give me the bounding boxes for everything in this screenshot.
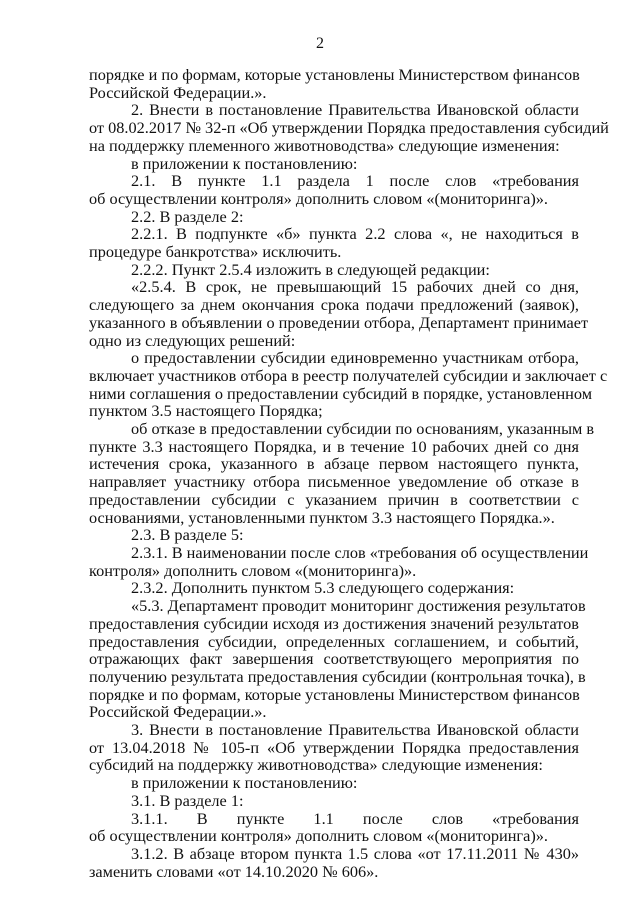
text-line: в приложении к постановлению:	[131, 153, 358, 173]
text-line: истечения срока, указанного в абзаце первом настоящего пункта,	[89, 454, 579, 474]
page-number: 2	[316, 35, 324, 52]
text-line: 3.1. В разделе 1:	[131, 790, 244, 810]
text-line: Российской Федерации.».	[89, 82, 267, 102]
text-line: процедуре банкротства» исключить.	[89, 242, 342, 262]
text-line: контроля» дополнить словом «(мониторинга)».	[89, 560, 417, 580]
text-line: предоставления субсидии исходя из достижения значений результатов	[89, 613, 579, 633]
text-line: 2.1. В пункте 1.1 раздела 1 после слов «требования	[131, 171, 579, 191]
text-line: заменить словами «от 14.10.2020 № 606».	[89, 861, 379, 881]
text-line: 2.3.2. Дополнить пунктом 5.3 следующего содержания:	[131, 578, 515, 598]
text-line: 2.2.1. В подпункте «б» пункта 2.2 слова «, не находиться в	[131, 224, 579, 244]
text-line: указанного в объявлении о проведении отбора, Департамент принимает	[89, 312, 589, 332]
text-line: основаниями, установленными пунктом 3.3 настоящего Порядка.».	[89, 507, 555, 527]
text-line: 2.3. В разделе 5:	[131, 525, 244, 545]
text-line: пунктом 3.5 настоящего Порядка;	[89, 401, 323, 421]
text-line: о предоставлении субсидии единовременно участникам отбора,	[131, 348, 579, 368]
text-line: одно из следующих решений:	[89, 330, 296, 350]
text-line: 2.2. В разделе 2:	[131, 206, 244, 226]
text-line: получению результата предоставления субсидии (контрольная точка), в	[89, 666, 586, 686]
text-line: в приложении к постановлению:	[131, 773, 358, 793]
text-line: 3.1.1. В пункте 1.1 после слов «требования	[131, 808, 579, 828]
document-body	[89, 65, 609, 881]
text-line: включает участников отбора в реестр получателей субсидии и заключает с	[89, 365, 608, 385]
text-line: Российской Федерации.».	[89, 702, 267, 722]
text-line: 3. Внести в постановление Правительства Ивановской области	[131, 720, 579, 740]
text-line: от 08.02.2017 № 32-п «Об утверждении Порядка предоставления субсидий	[89, 118, 609, 138]
text-line: субсидий на поддержку животноводства» следующие изменения:	[89, 755, 543, 775]
text-line: 2.2.2. Пункт 2.5.4 изложить в следующей редакции:	[131, 259, 490, 279]
text-line: «2.5.4. В срок, не превышающий 15 рабочих дней со дня,	[131, 277, 579, 297]
text-line: 2.3.1. В наименовании после слов «требования об осуществлении	[131, 542, 589, 562]
text-line: от 13.04.2018 № 105-п «Об утверждении Порядка предоставления	[89, 737, 579, 757]
text-line: предоставления субсидии, определенных соглашением, и событий,	[89, 631, 579, 651]
text-line: 2. Внести в постановление Правительства Ивановской области	[131, 100, 579, 120]
text-line: порядке и по формам, которые установлены Министерством финансов	[89, 684, 580, 704]
text-line: пункте 3.3 настоящего Порядка, и в течение 10 рабочих дней со дня	[89, 436, 579, 456]
text-line: об осуществлении контроля» дополнить словом «(мониторинга)».	[89, 826, 548, 846]
text-line: отражающих факт завершения соответствующего мероприятия по	[89, 649, 579, 669]
text-line: «5.3. Департамент проводит мониторинг достижения результатов	[131, 596, 586, 616]
text-line: предоставлении субсидии с указанием причин в соответствии с	[89, 489, 579, 509]
text-line: 3.1.2. В абзаце втором пункта 1.5 слова «от 17.11.2011 № 430»	[131, 843, 579, 863]
text-line: об осуществлении контроля» дополнить словом «(мониторинга)».	[89, 188, 548, 208]
text-line: следующего за днем окончания срока подачи предложений (заявок),	[89, 295, 579, 315]
text-line: на поддержку племенного животноводства» следующие изменения:	[89, 135, 560, 155]
text-line: ними соглашения о предоставлении субсидий в порядке, установленном	[89, 383, 593, 403]
text-line: порядке и по формам, которые установлены Министерством финансов	[89, 65, 580, 84]
text-line: направляет участнику отбора письменное уведомление об отказе в	[89, 472, 579, 492]
text-line: об отказе в предоставлении субсидии по основаниям, указанным в	[131, 419, 595, 439]
